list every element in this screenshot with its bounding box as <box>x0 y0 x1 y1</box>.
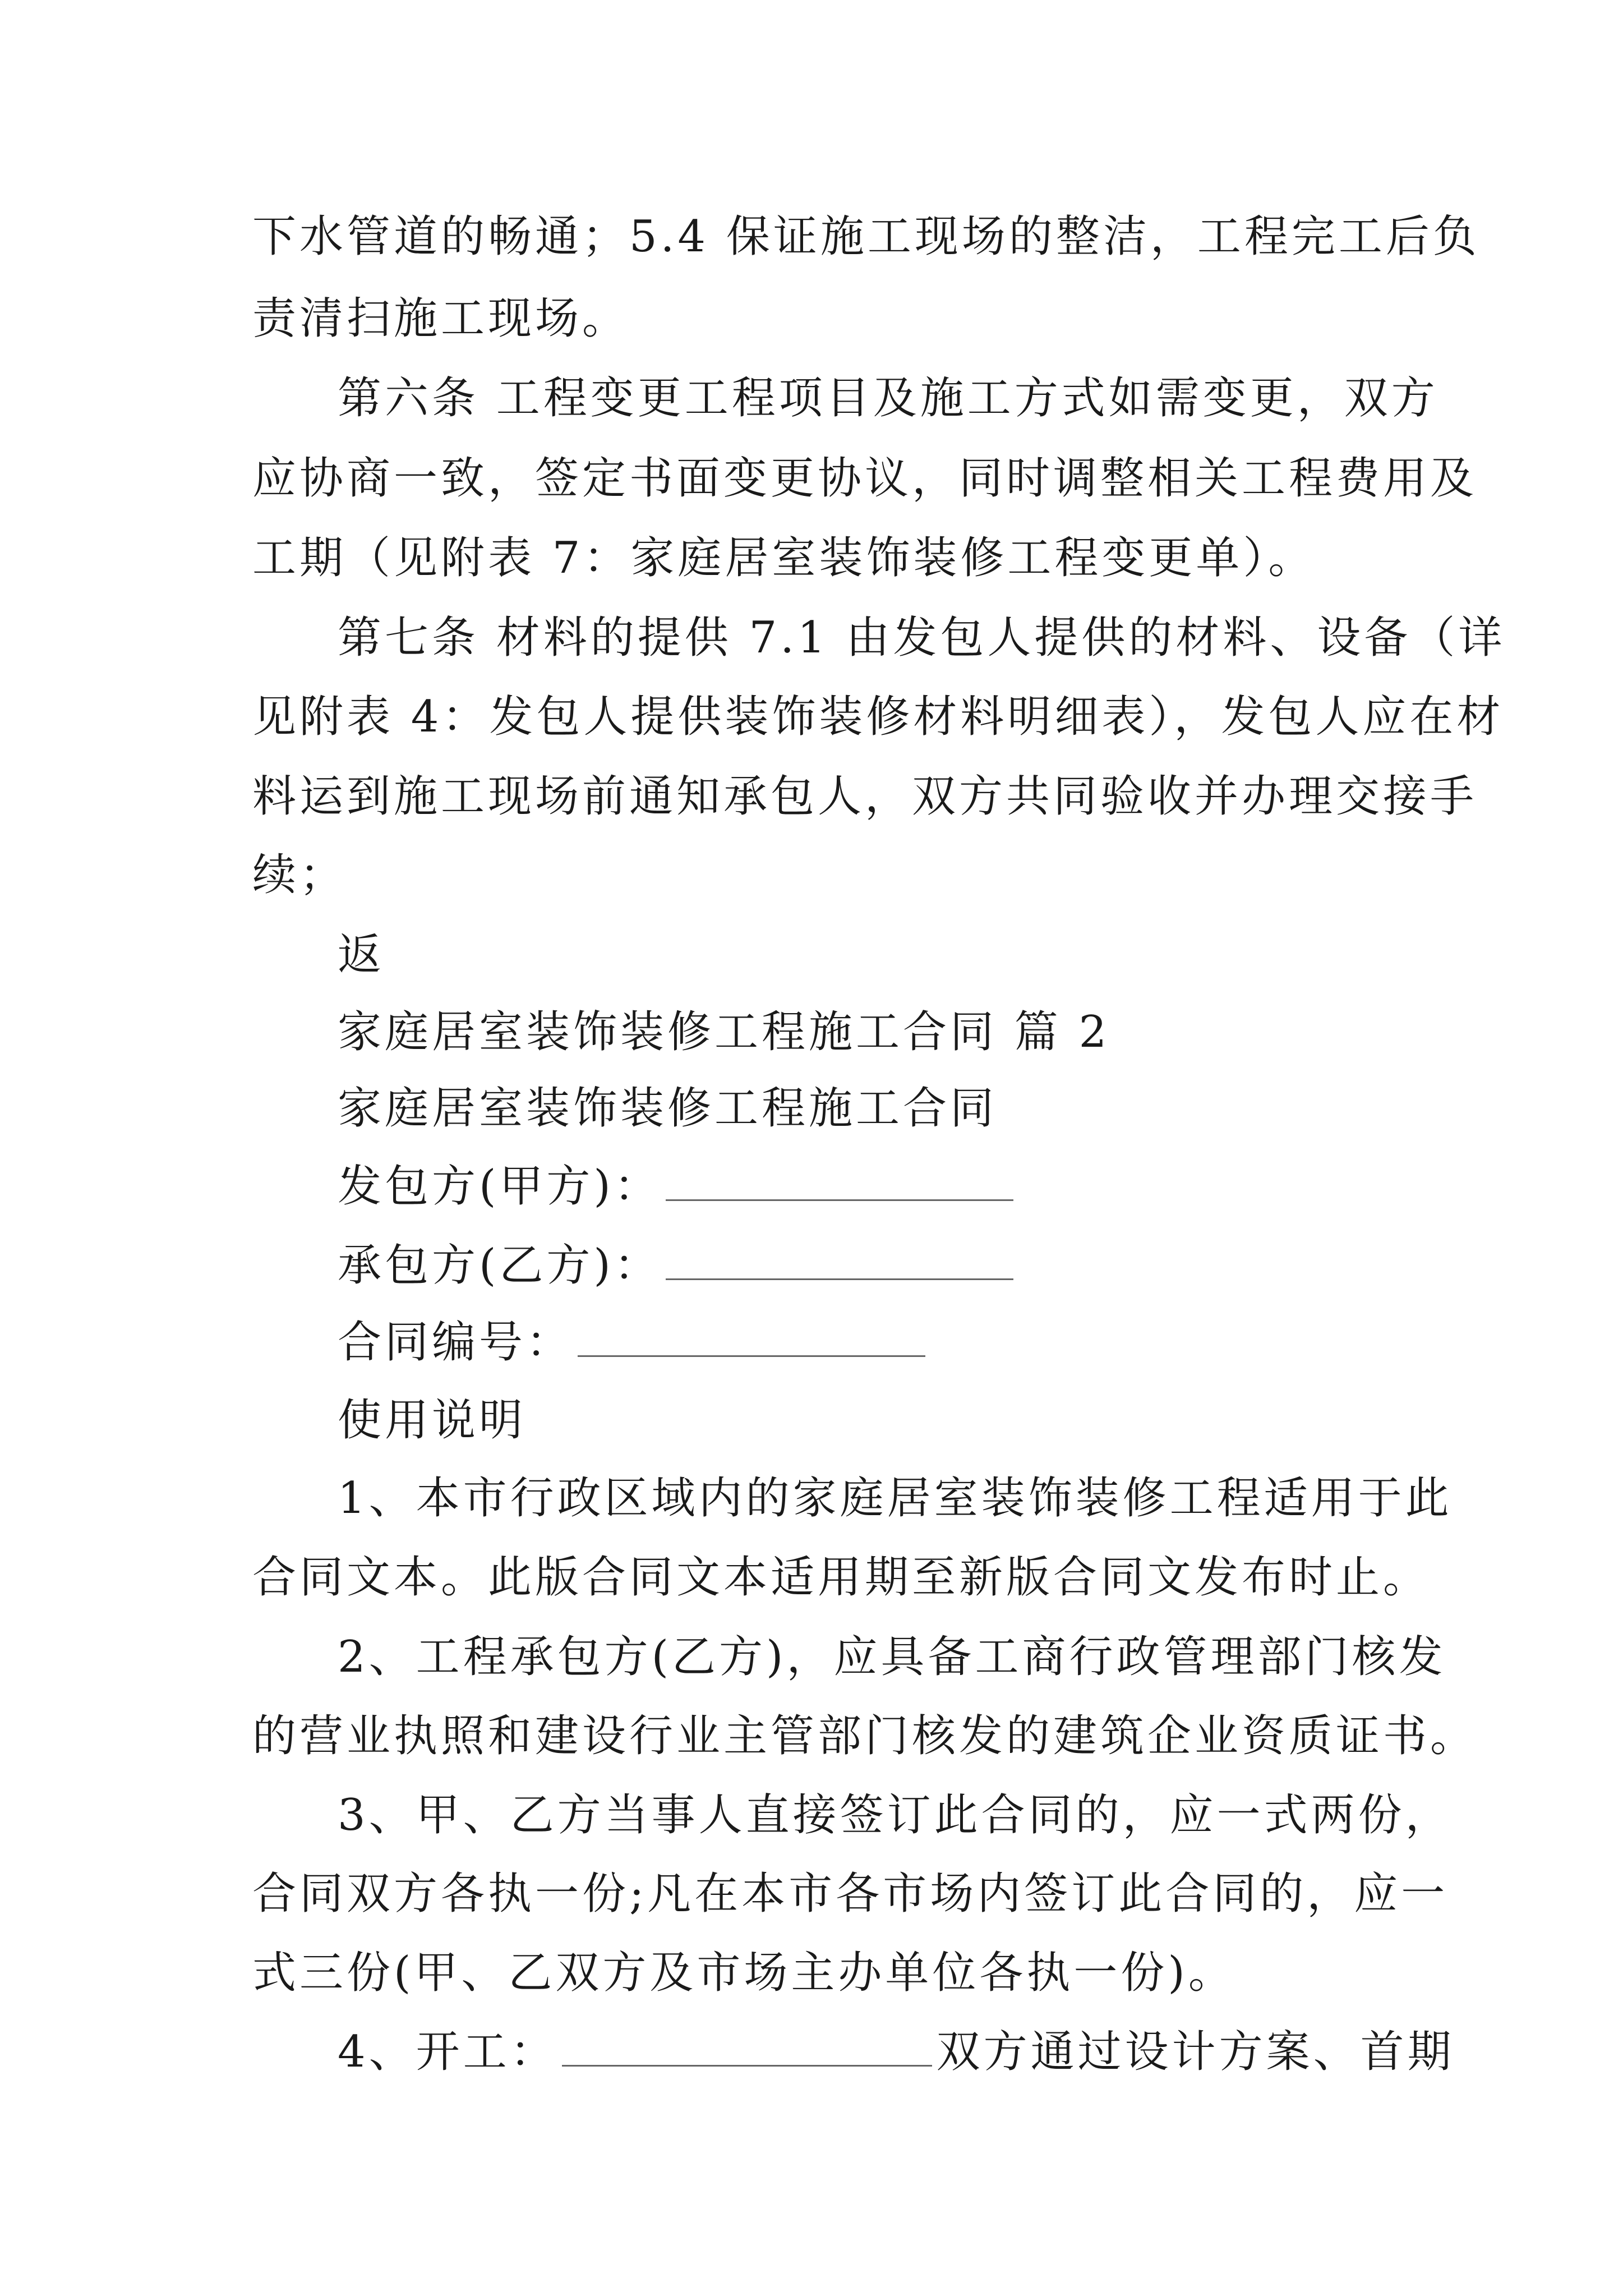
note-1-line: 1、本市行政区域内的家庭居室装饰装修工程适用于此 <box>338 1473 1453 1524</box>
section-heading: 家庭居室装饰装修工程施工合同 篇 2 <box>338 1007 1110 1057</box>
party-b-row <box>338 1237 1013 1294</box>
paragraph-line: 下水管道的畅通；5.4 保证施工现场的整洁，工程完工后负 <box>252 211 1480 262</box>
contract-no-blank[interactable] <box>578 1316 925 1357</box>
party-b-label: 承包方(乙方)： <box>338 1240 661 1291</box>
start-date-blank[interactable] <box>562 2026 932 2067</box>
article-7-line: 第七条 材料的提供 7.1 由发包人提供的材料、设备（详 <box>338 613 1506 663</box>
back-text: 返 <box>338 930 385 980</box>
article-6-line: 应协商一致，签定书面变更协议，同时调整相关工程费用及 <box>252 453 1478 504</box>
paragraph-line: 责清扫施工现场。 <box>252 293 630 344</box>
note-4-label: 4、开工： <box>338 2027 557 2077</box>
contract-title: 家庭居室装饰装修工程施工合同 <box>338 1083 998 1134</box>
note-3-line: 式三份(甲、乙双方及市场主办单位各执一份)。 <box>252 1948 1235 1998</box>
note-4-rest: 双方通过设计方案、首期 <box>936 2027 1455 2077</box>
note-3-line: 3、甲、乙方当事人直接签订此合同的，应一式两份， <box>338 1790 1453 1841</box>
note-4-line <box>338 2024 1455 2080</box>
party-a-label: 发包方(甲方)： <box>338 1161 661 1212</box>
contract-no-row <box>338 1314 925 1370</box>
note-2-line: 的营业执照和建设行业主管部门核发的建筑企业资质证书。 <box>252 1711 1478 1761</box>
note-1-line: 合同文本。此版合同文本适用期至新版合同文发布时止。 <box>252 1552 1431 1603</box>
party-b-blank[interactable] <box>666 1239 1013 1280</box>
usage-heading: 使用说明 <box>338 1395 527 1446</box>
party-a-blank[interactable] <box>666 1160 1013 1201</box>
contract-no-label: 合同编号： <box>338 1317 574 1368</box>
party-a-row <box>338 1158 1013 1214</box>
note-3-line: 合同双方各执一份;凡在本市各市场内签订此合同的，应一 <box>252 1869 1449 1919</box>
article-6-line: 工期（见附表 7：家庭居室装饰装修工程变更单）。 <box>252 533 1316 583</box>
article-6-line: 第六条 工程变更工程项目及施工方式如需变更，双方 <box>338 373 1438 424</box>
article-7-line: 续； <box>252 850 347 900</box>
article-7-line: 料运到施工现场前通知承包人，双方共同验收并办理交接手 <box>252 771 1478 822</box>
note-2-line: 2、工程承包方(乙方)，应具备工商行政管理部门核发 <box>338 1632 1446 1682</box>
article-7-line: 见附表 4：发包人提供装饰装修材料明细表），发包人应在材 <box>252 692 1504 742</box>
